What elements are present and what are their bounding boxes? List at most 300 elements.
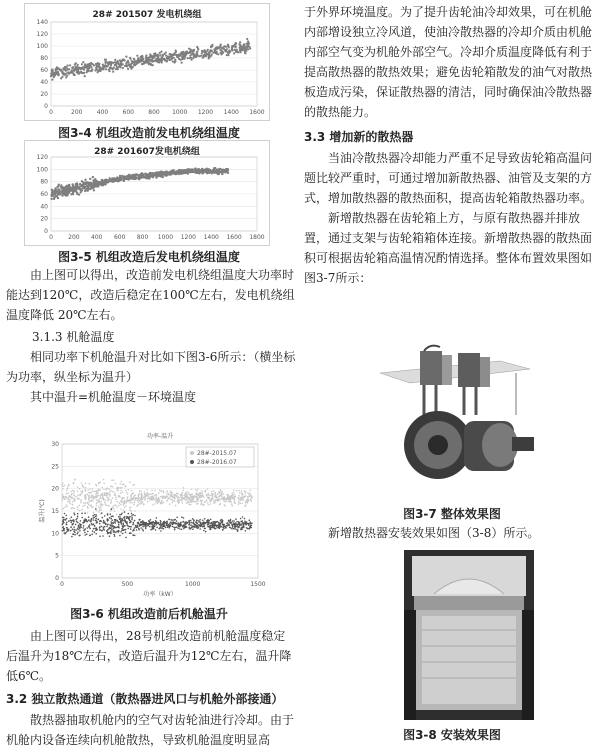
data-point <box>233 52 235 54</box>
data-point-2016 <box>110 533 112 535</box>
data-point-2015 <box>140 491 142 493</box>
data-point-2016 <box>172 523 174 525</box>
data-point-2015 <box>111 501 113 503</box>
data-point <box>63 72 65 74</box>
data-point-2015 <box>98 506 100 508</box>
data-point-2015 <box>67 488 69 490</box>
data-point-2016 <box>207 519 209 521</box>
data-point-2016 <box>111 508 113 510</box>
data-point-2016 <box>70 530 72 532</box>
paragraph: 新增散热器在齿轮箱上方，与原有散热器并排放置，通过支架与齿轮箱箱体连接。新增散热器的散热面积可根据齿轮箱高温情况酌情选择。整体布置效果图如图3-7所示： <box>304 211 593 285</box>
data-point-2016 <box>132 534 134 536</box>
data-point <box>75 183 77 185</box>
data-point-2015 <box>87 494 89 496</box>
data-point-2015 <box>148 496 150 498</box>
data-point-2015 <box>69 518 71 520</box>
data-point-2015 <box>113 505 115 507</box>
data-point <box>155 176 157 178</box>
x-tick-label: 0 <box>49 109 53 116</box>
data-point-2016 <box>136 527 138 529</box>
data-point-2016 <box>195 521 197 523</box>
data-point-2016 <box>222 520 224 522</box>
data-point-2016 <box>88 520 90 522</box>
data-point-2016 <box>155 522 157 524</box>
data-point-2015 <box>181 498 183 500</box>
data-point-2016 <box>110 525 112 527</box>
data-point-2015 <box>112 491 114 493</box>
data-point-2015 <box>166 494 168 496</box>
data-point-2016 <box>233 523 235 525</box>
data-point <box>124 65 126 67</box>
data-point-2015 <box>124 503 126 505</box>
data-point-2016 <box>160 521 162 523</box>
data-point-2015 <box>96 485 98 487</box>
scatter-plot-3 <box>36 428 268 600</box>
data-point-2015 <box>179 497 181 499</box>
data-point-2015 <box>142 502 144 504</box>
data-point-2016 <box>124 518 126 520</box>
data-point-2016 <box>168 519 170 521</box>
data-point <box>239 49 241 51</box>
data-point-2015 <box>87 506 89 508</box>
x-tick-label: 1800 <box>249 234 265 241</box>
data-point <box>197 55 199 57</box>
y-tick-label: 20 <box>40 91 48 98</box>
data-point-2016 <box>207 521 209 523</box>
data-point-2016 <box>231 524 233 526</box>
data-point-2015 <box>88 495 90 497</box>
data-point-2016 <box>176 520 178 522</box>
y-tick-label: 10 <box>51 530 59 538</box>
data-point-2015 <box>88 492 90 494</box>
data-point-2016 <box>132 530 134 532</box>
data-point <box>69 185 71 187</box>
data-point-2016 <box>184 522 186 524</box>
data-point-2015 <box>203 496 205 498</box>
data-point-2016 <box>140 525 142 527</box>
data-point <box>63 190 65 192</box>
data-point-2015 <box>67 492 69 494</box>
y-tick-label: 60 <box>40 191 48 198</box>
data-point-2016 <box>119 516 121 518</box>
data-point-2015 <box>123 497 125 499</box>
data-point <box>237 51 239 53</box>
data-point-2016 <box>127 525 129 527</box>
data-point-2016 <box>91 523 93 525</box>
data-point-2015 <box>120 501 122 503</box>
data-point-2016 <box>64 513 66 515</box>
data-point-2015 <box>73 492 75 494</box>
data-point-2015 <box>182 502 184 504</box>
data-point-2015 <box>74 479 76 481</box>
data-point-2016 <box>79 530 81 532</box>
data-point-2015 <box>182 490 184 492</box>
data-point-2015 <box>247 492 249 494</box>
data-point-2015 <box>141 493 143 495</box>
data-point-2015 <box>131 490 133 492</box>
data-point-2016 <box>190 527 192 529</box>
data-point-2015 <box>145 495 147 497</box>
data-point-2016 <box>209 528 211 530</box>
data-point-2016 <box>178 522 180 524</box>
data-point-2016 <box>237 529 239 531</box>
data-point-2016 <box>124 516 126 518</box>
data-point-2015 <box>64 507 66 509</box>
data-point <box>108 61 110 63</box>
data-point <box>102 68 104 70</box>
data-point-2015 <box>233 490 235 492</box>
data-point <box>217 53 219 55</box>
data-point-2015 <box>169 503 171 505</box>
data-point <box>213 169 215 171</box>
data-point <box>130 68 132 70</box>
data-point-2016 <box>124 520 126 522</box>
paragraph: 当油冷散热器冷却能力严重不足导致齿轮箱高温问题比较严重时，可通过增加新散热器、油管及支架的方式，增加散热器的散热面积，提高齿轮箱散热器功率。 <box>304 151 593 205</box>
data-point-2015 <box>187 502 189 504</box>
data-point <box>148 63 150 65</box>
data-point-2015 <box>226 500 228 502</box>
data-point-2016 <box>199 519 201 521</box>
data-point <box>173 57 175 59</box>
data-point-2015 <box>229 497 231 499</box>
x-axis-label: 功率（kW） <box>143 591 177 598</box>
data-point-2015 <box>100 509 102 511</box>
data-point-2015 <box>167 498 169 500</box>
data-point-2016 <box>101 530 103 532</box>
data-point-2016 <box>249 528 251 530</box>
data-point-2015 <box>156 500 158 502</box>
data-point-2015 <box>64 485 66 487</box>
data-point-2016 <box>113 534 115 536</box>
data-point <box>176 55 178 57</box>
data-point-2016 <box>114 526 116 528</box>
data-point-2016 <box>74 514 76 516</box>
data-point-2016 <box>235 524 237 526</box>
data-point-2016 <box>127 516 129 518</box>
data-point-2015 <box>189 497 191 499</box>
data-point <box>198 172 200 174</box>
data-point-2016 <box>94 514 96 516</box>
data-point-2015 <box>230 501 232 503</box>
data-point-2015 <box>121 481 123 483</box>
data-point <box>179 59 181 61</box>
data-point <box>153 56 155 58</box>
data-point <box>226 51 228 53</box>
data-point-2015 <box>116 506 118 508</box>
data-point <box>104 183 106 185</box>
data-point-2015 <box>96 510 98 512</box>
data-point-2015 <box>77 490 79 492</box>
data-point-2015 <box>152 504 154 506</box>
data-point-2016 <box>156 517 158 519</box>
data-point-2016 <box>84 529 86 531</box>
data-point <box>119 66 121 68</box>
data-point-2016 <box>219 526 221 528</box>
y-tick-label: 100 <box>36 166 48 174</box>
data-point <box>89 188 91 190</box>
data-point-2016 <box>75 519 77 521</box>
data-point-2016 <box>153 528 155 530</box>
data-point <box>56 195 58 197</box>
data-point-2015 <box>104 501 106 503</box>
data-point-2016 <box>110 530 112 532</box>
data-point-2015 <box>178 499 180 501</box>
data-point-2016 <box>149 526 151 528</box>
data-point-2016 <box>155 529 157 531</box>
data-point <box>148 174 150 176</box>
data-point-2016 <box>103 520 105 522</box>
data-point <box>202 51 204 53</box>
data-point-2015 <box>82 490 84 492</box>
data-point <box>115 68 117 70</box>
data-point-2015 <box>106 496 108 498</box>
data-point-2015 <box>206 500 208 502</box>
x-tick-label: 1500 <box>250 581 266 588</box>
data-point <box>99 67 101 69</box>
data-point-2015 <box>100 495 102 497</box>
data-point-2015 <box>150 499 152 501</box>
data-point-2015 <box>147 498 149 500</box>
data-point-2016 <box>184 527 186 529</box>
data-point-2015 <box>96 505 98 507</box>
data-point-2015 <box>163 502 165 504</box>
data-point <box>61 188 63 190</box>
data-point-2015 <box>110 490 112 492</box>
data-point-2016 <box>193 521 195 523</box>
data-point-2015 <box>172 502 174 504</box>
data-point-2016 <box>115 520 117 522</box>
data-point <box>53 198 55 200</box>
data-point-2015 <box>239 492 241 494</box>
data-point-2015 <box>153 498 155 500</box>
data-point-2016 <box>174 519 176 521</box>
data-point-2016 <box>166 521 168 523</box>
data-point-2016 <box>145 526 147 528</box>
data-point-2016 <box>130 526 132 528</box>
data-point <box>122 59 124 61</box>
data-point-2015 <box>81 493 83 495</box>
data-point-2015 <box>215 502 217 504</box>
data-point-2015 <box>197 493 199 495</box>
data-point <box>188 52 190 54</box>
data-point-2016 <box>175 527 177 529</box>
data-point-2016 <box>64 519 66 521</box>
data-point-2016 <box>245 524 247 526</box>
data-point-2015 <box>251 496 253 498</box>
legend-marker <box>190 451 194 455</box>
data-point-2016 <box>131 519 133 521</box>
data-point-2015 <box>191 501 193 503</box>
data-point-2016 <box>176 526 178 528</box>
data-point-2015 <box>140 499 142 501</box>
data-point-2015 <box>176 496 178 498</box>
data-point-2015 <box>224 505 226 507</box>
data-point-2016 <box>161 528 163 530</box>
data-point-2015 <box>155 496 157 498</box>
data-point <box>213 167 215 169</box>
data-point-2015 <box>249 489 251 491</box>
data-point-2016 <box>128 519 130 521</box>
data-point-2016 <box>119 535 121 537</box>
data-point-2015 <box>202 504 204 506</box>
data-point-2016 <box>205 531 207 533</box>
data-point-2015 <box>190 500 192 502</box>
data-point-2015 <box>180 495 182 497</box>
data-point <box>214 52 216 54</box>
data-point <box>159 54 161 56</box>
data-point-2015 <box>93 498 95 500</box>
y-tick-label: 80 <box>40 55 48 62</box>
data-point-2016 <box>95 508 97 510</box>
data-point-2015 <box>131 510 133 512</box>
data-point <box>116 62 118 64</box>
data-point <box>138 176 140 178</box>
data-point-2016 <box>229 526 231 528</box>
data-point-2015 <box>217 494 219 496</box>
data-point-2015 <box>163 491 165 493</box>
data-point <box>57 190 59 192</box>
data-point-2015 <box>138 502 140 504</box>
data-point-2016 <box>70 522 72 524</box>
data-point-2015 <box>213 500 215 502</box>
data-point-2015 <box>198 500 200 502</box>
data-point-2015 <box>238 501 240 503</box>
data-point-2016 <box>99 523 101 525</box>
data-point-2016 <box>177 527 179 529</box>
data-point-2016 <box>124 525 126 527</box>
data-point-2015 <box>218 496 220 498</box>
data-point-2016 <box>198 526 200 528</box>
data-point-2016 <box>79 535 81 537</box>
data-point-2016 <box>91 534 93 536</box>
data-point-2015 <box>146 489 148 491</box>
data-point <box>61 194 63 196</box>
data-point <box>203 55 205 57</box>
data-point-2016 <box>244 518 246 520</box>
data-point-2016 <box>120 514 122 516</box>
data-point-2016 <box>221 522 223 524</box>
data-point <box>81 184 83 186</box>
data-point-2015 <box>63 497 65 499</box>
data-point-2015 <box>96 496 98 498</box>
data-point <box>227 168 229 170</box>
data-point-2015 <box>114 492 116 494</box>
data-point-2016 <box>122 527 124 529</box>
data-point-2015 <box>241 497 243 499</box>
data-point-2015 <box>151 498 153 500</box>
data-point-2016 <box>77 531 79 533</box>
data-point-2016 <box>107 532 109 534</box>
data-point <box>107 64 109 66</box>
data-point-2015 <box>183 498 185 500</box>
data-point-2016 <box>243 525 245 527</box>
data-point-2016 <box>134 535 136 537</box>
data-point-2016 <box>166 523 168 525</box>
paragraph: 散热器抽取机舱内的空气对齿轮油进行冷却。由于机舱内设备连续向机舱散热，导致机舱温度明显高 <box>6 713 295 747</box>
data-point <box>96 68 98 70</box>
data-point-2016 <box>177 524 179 526</box>
data-point <box>85 182 87 184</box>
data-point-2016 <box>213 525 215 527</box>
data-point-2015 <box>224 496 226 498</box>
y-tick-label: 20 <box>51 485 59 493</box>
data-point-2015 <box>92 495 94 497</box>
data-point-2016 <box>66 531 68 533</box>
data-point-2015 <box>157 498 159 500</box>
data-point-2015 <box>82 505 84 507</box>
data-point-2015 <box>170 492 172 494</box>
data-point <box>67 72 69 74</box>
data-point-2015 <box>192 497 194 499</box>
data-point <box>95 182 97 184</box>
data-point-2015 <box>233 497 235 499</box>
data-point-2015 <box>133 504 135 506</box>
data-point-2016 <box>73 530 75 532</box>
data-point-2016 <box>124 511 126 513</box>
data-point <box>155 172 157 174</box>
data-point <box>117 68 119 70</box>
data-point-2016 <box>122 533 124 535</box>
data-point-2016 <box>62 530 64 532</box>
data-point-2015 <box>196 495 198 497</box>
data-point-2015 <box>62 486 64 488</box>
data-point-2015 <box>245 502 247 504</box>
data-point-2015 <box>82 484 84 486</box>
data-point <box>71 183 73 185</box>
data-point <box>172 172 174 174</box>
data-point-2016 <box>66 522 68 524</box>
data-point-2016 <box>238 522 240 524</box>
data-point-2015 <box>67 501 69 503</box>
data-point-2015 <box>161 491 163 493</box>
data-point <box>98 69 100 71</box>
data-point-2016 <box>93 523 95 525</box>
data-point-2015 <box>92 506 94 508</box>
data-point-2015 <box>124 501 126 503</box>
data-point <box>128 174 130 176</box>
data-point-2015 <box>158 497 160 499</box>
data-point <box>209 56 211 58</box>
data-point-2015 <box>116 490 118 492</box>
data-point <box>67 64 69 66</box>
data-point-2016 <box>150 519 152 521</box>
data-point-2015 <box>207 502 209 504</box>
data-point-2016 <box>174 529 176 531</box>
data-point-2016 <box>190 524 192 526</box>
data-point-2015 <box>231 503 233 505</box>
data-point-2015 <box>205 501 207 503</box>
data-point <box>213 172 215 174</box>
data-point-2015 <box>102 487 104 489</box>
data-point <box>102 64 104 66</box>
data-point <box>128 178 130 180</box>
data-point <box>76 192 78 194</box>
x-tick-label: 400 <box>96 109 109 116</box>
data-point-2015 <box>109 491 111 493</box>
data-point-2015 <box>98 502 100 504</box>
data-point <box>193 53 195 55</box>
data-point-2016 <box>72 524 74 526</box>
data-point-2015 <box>104 503 106 505</box>
data-point-2015 <box>133 496 135 498</box>
data-point-2015 <box>190 504 192 506</box>
data-point <box>239 47 241 49</box>
y-tick-label: 15 <box>51 508 59 515</box>
data-point-2016 <box>84 512 86 514</box>
y-tick-label: 0 <box>55 575 59 582</box>
data-point-2015 <box>130 498 132 500</box>
data-point-2015 <box>234 503 236 505</box>
